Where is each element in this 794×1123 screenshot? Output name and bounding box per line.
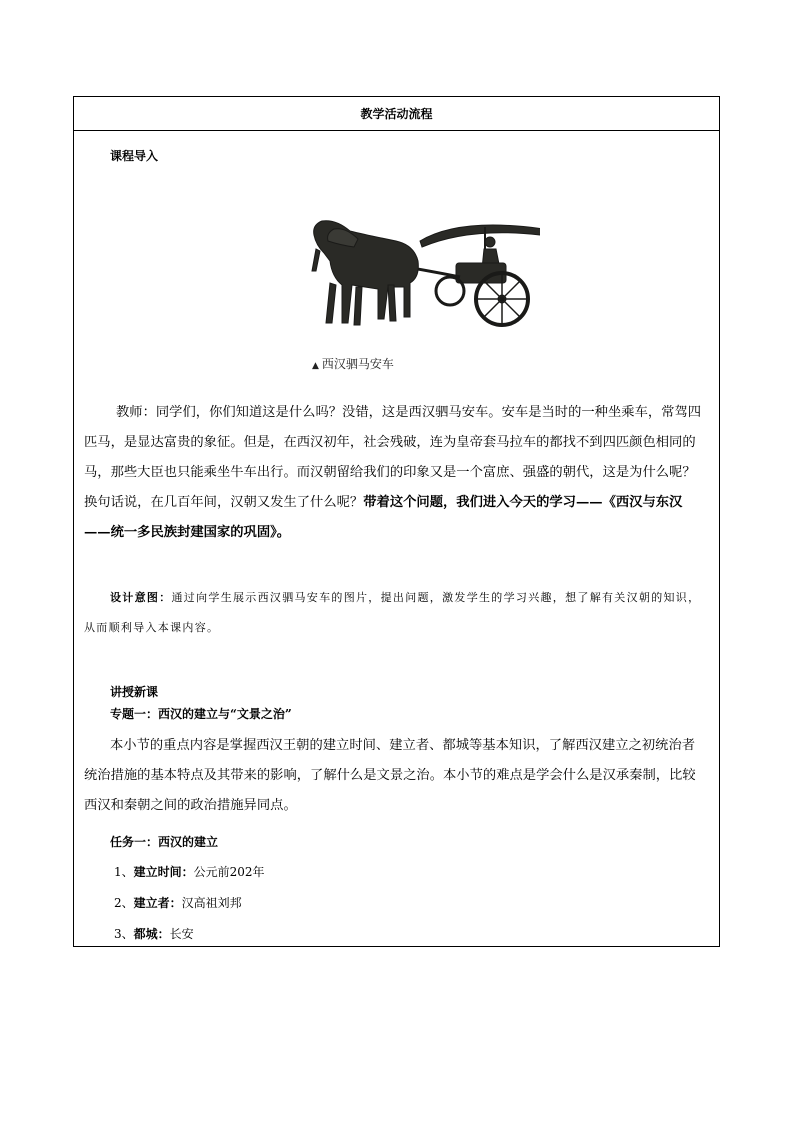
chariot-image [310,211,540,335]
table-header-title: 教学活动流程 [360,107,433,121]
design-intent-paragraph [84,583,707,643]
intro-heading: 课程导入 [110,149,159,163]
teacher-text: 同学们，你们知道这是什么吗？没错，这是西汉驷马安车。安车是当时的一种坐乘车，常驾四匹马，是显达富贵的象征。但是，在西汉初年，社会残破，连为皇帝套马拉车的都找不到四匹颜色相同的马，那些大臣也只能乘坐牛车出行。而汉朝留给我们的印象又是一个富庶、强盛的朝代，这是为什么呢？换句话说，在几百年间，汉朝又发生了什么呢？ [84,405,702,510]
teacher-bold-text: 带着这个问题，我们进入今天的学习——《西汉与东汉——统一多民族封建国家的巩固》。 [84,495,683,540]
list-item [114,894,242,911]
teacher-paragraph [84,398,707,548]
list-item-value: 汉高祖刘邦 [181,896,242,910]
list-item [114,925,194,942]
list-item-label: 都城： [133,927,170,941]
image-caption [312,355,394,372]
list-item-number: 2、 [114,896,134,910]
list-item-label: 建立时间： [133,865,194,879]
list-item-label: 建立者： [133,896,182,910]
list-item-number: 3、 [114,927,134,941]
topic-heading: 专题一：西汉的建立与“文景之治” [110,707,292,721]
design-intent-label: 设计意图： [110,591,172,604]
lesson-heading: 讲授新课 [110,685,159,699]
list-item-value: 长安 [169,927,194,941]
topic-paragraph: 本小节的重点内容是掌握西汉王朝的建立时间、建立者、都城等基本知识，了解西汉建立之初统治者统治措施的基本特点及其带来的影响，了解什么是文景之治。本小节的难点是学会什么是汉承秦制，比较西汉和秦朝之间的政治措施异同点。 [84,738,696,813]
list-item-value: 公元前202年 [193,865,265,879]
caption-marker: ▲ [312,361,319,371]
teacher-label: 教师： [116,405,156,420]
list-item [114,863,265,880]
task-heading: 任务一：西汉的建立 [110,835,219,849]
table-header [74,97,719,131]
design-intent-text: 通过向学生展示西汉驷马安车的图片，提出问题，激发学生的学习兴趣，想了解有关汉朝的知识，从而顺利导入本课内容。 [84,591,701,634]
list-item-number: 1、 [114,865,134,879]
lesson-plan-table [73,96,720,947]
image-caption-text: 西汉驷马安车 [321,357,394,371]
